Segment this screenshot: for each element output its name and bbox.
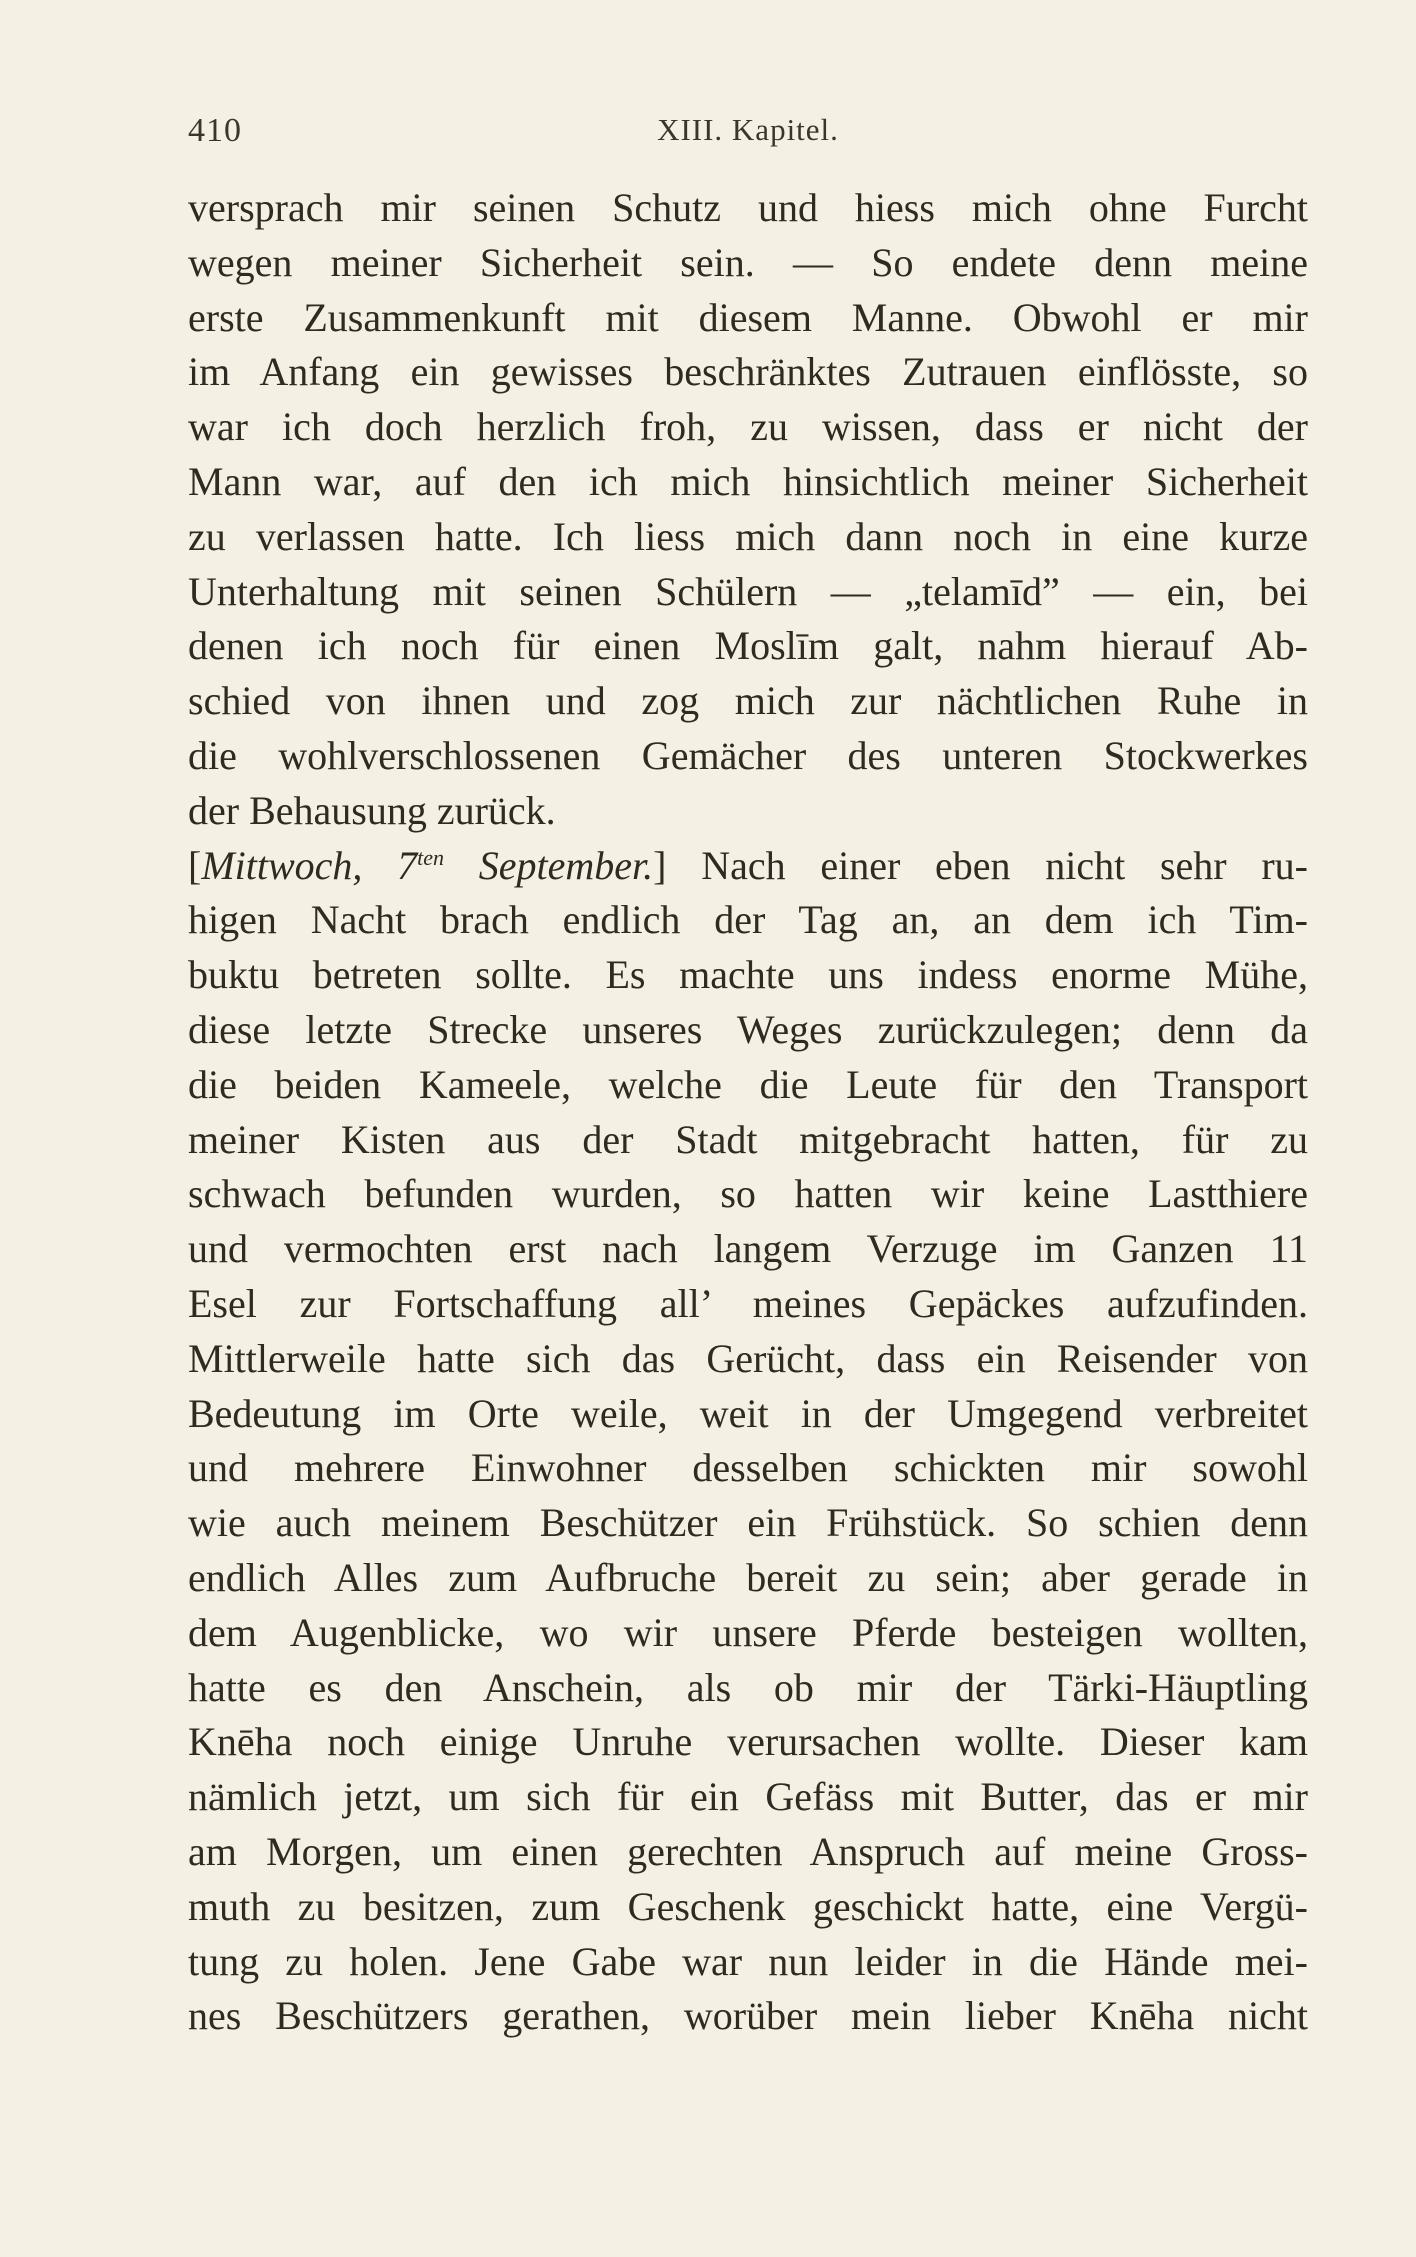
text-line: meiner Kisten aus der Stadt mitgebracht hatten, für zu (188, 1116, 1308, 1162)
running-head: XIII. Kapitel. (657, 112, 839, 147)
text-line: erste Zusammenkunft mit diesem Manne. Obwohl er mir (188, 294, 1308, 340)
text-line: tung zu holen. Jene Gabe war nun leider in die Hände mei- (188, 1938, 1308, 1984)
text-line: im Anfang ein gewisses beschränktes Zutrauen einflösste, so (188, 349, 1308, 395)
paragraph-2 (188, 839, 1308, 2045)
text-line: dem Augenblicke, wo wir unsere Pferde besteigen wollten, (188, 1609, 1308, 1655)
text-line: Mann war, auf den ich mich hinsichtlich meiner Sicherheit (188, 458, 1308, 504)
text-line: Knēha noch einige Unruhe verursachen wollte. Dieser kam (188, 1719, 1308, 1765)
text-line: wegen meiner Sicherheit sein. — So endete denn meine (188, 239, 1308, 285)
page-header (188, 112, 1308, 162)
text-line: die beiden Kameele, welche die Leute für den Transport (188, 1061, 1308, 1107)
text-line: higen Nacht brach endlich der Tag an, an dem ich Tim- (188, 897, 1308, 943)
text-line: denen ich noch für einen Moslīm galt, nahm hierauf Ab- (188, 623, 1308, 669)
text-line: nes Beschützers gerathen, worüber mein lieber Knēha nicht (188, 1993, 1308, 2039)
date-month: September. (444, 842, 654, 888)
dated-line (188, 839, 1308, 894)
text-line: am Morgen, um einen gerechten Anspruch auf meine Gross- (188, 1828, 1308, 1874)
text-line: schwach befunden wurden, so hatten wir keine Lastthiere (188, 1171, 1308, 1217)
text-line: der Behausung zurück. (188, 787, 556, 833)
text-line: nämlich jetzt, um sich für ein Gefäss mit Butter, das er mir (188, 1774, 1308, 1820)
text-line: schied von ihnen und zog mich zur nächtlichen Ruhe in (188, 678, 1308, 724)
text-line: versprach mir seinen Schutz und hiess mich ohne Furcht (188, 185, 1308, 230)
text-line: und mehrere Einwohner desselben schickten mir sowohl (188, 1445, 1308, 1491)
text-line: endlich Alles zum Aufbruche bereit zu sein; aber gerade in (188, 1554, 1308, 1600)
text-line: und vermochten erst nach langem Verzuge im Ganzen 11 (188, 1226, 1308, 1272)
date-ordinal-suffix: ten (417, 844, 445, 870)
text-line: hatte es den Anschein, als ob mir der Tärki-Häuptling (188, 1664, 1308, 1710)
text-line: muth zu besitzen, zum Geschenk geschickt hatte, eine Vergü- (188, 1883, 1308, 1929)
text-line: Mittlerweile hatte sich das Gerücht, dass ein Reisender von (188, 1335, 1308, 1381)
text-line: war ich doch herzlich froh, zu wissen, dass er nicht der (188, 404, 1308, 450)
text-line: wie auch meinem Beschützer ein Frühstück. So schien denn (188, 1500, 1308, 1546)
paragraph-1 (188, 181, 1308, 839)
body-text (188, 181, 1308, 2044)
text-line: Bedeutung im Orte weile, weit in der Umgegend verbreitet (188, 1390, 1308, 1436)
dated-line-text: Nach einer eben nicht sehr ru- (666, 842, 1308, 888)
text-line: Esel zur Fortschaffung all’ meines Gepäckes aufzufinden. (188, 1280, 1308, 1326)
text-line: buktu betreten sollte. Es machte uns indess enorme Mühe, (188, 952, 1308, 998)
text-line: zu verlassen hatte. Ich liess mich dann noch in eine kurze (188, 513, 1308, 559)
date-bracket-close: ] (653, 842, 667, 888)
text-line: die wohlverschlossenen Gemächer des unteren Stockwerkes (188, 732, 1308, 778)
date-bracket-open: [ (188, 842, 202, 888)
page-number: 410 (188, 112, 242, 149)
text-line: Unterhaltung mit seinen Schülern — „telamīd” — ein, bei (188, 568, 1308, 614)
text-line: diese letzte Strecke unseres Weges zurückzulegen; denn da (188, 1006, 1308, 1052)
date-weekday: Mittwoch, 7 (201, 842, 418, 888)
